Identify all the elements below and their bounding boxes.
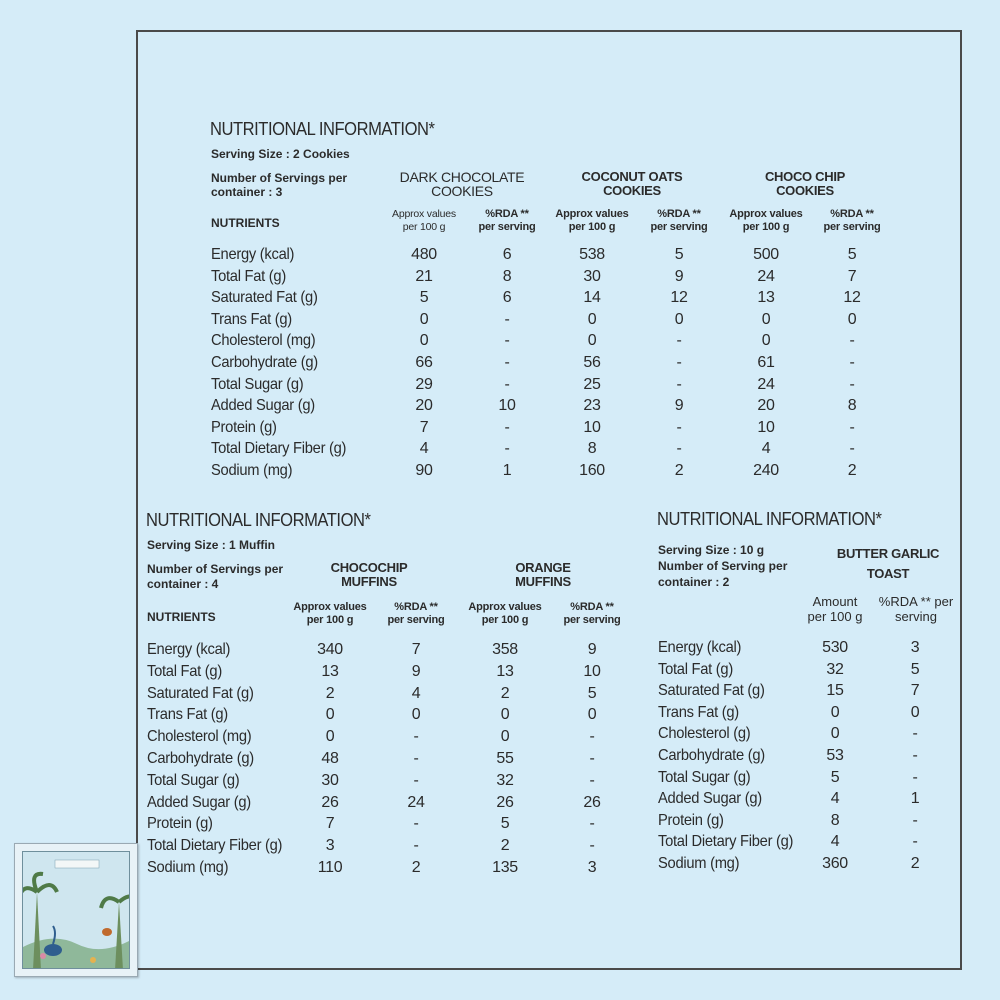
nutrient-value: -	[849, 440, 855, 458]
nutrient-value: 4	[761, 440, 771, 458]
nutrient-value: 135	[492, 859, 518, 876]
table-row	[658, 639, 958, 659]
nutrient-label: Protein (g)	[658, 811, 724, 829]
cookies-product-line2: COOKIES	[603, 183, 661, 198]
nutrient-label: Sodium (mg)	[658, 855, 740, 872]
muffin-product-line1: ORANGE	[515, 560, 571, 575]
nutrient-label: Saturated Fat (g)	[147, 684, 254, 702]
nutrient-value: 0	[500, 728, 510, 746]
nutrient-value: 90	[415, 462, 433, 479]
nutrient-value: 25	[583, 375, 601, 393]
muffin-product-name	[294, 561, 444, 589]
table-row	[211, 440, 911, 460]
nutrient-label: Saturated Fat (g)	[211, 289, 318, 307]
nutrient-value: 358	[492, 641, 518, 658]
nutrient-value: 53	[826, 747, 844, 764]
table-row	[147, 685, 647, 705]
nutrient-value: 13	[496, 662, 514, 680]
nutrient-label: Protein (g)	[147, 815, 213, 833]
muffin-product-line2: MUFFINS	[515, 574, 571, 589]
nutrient-value: 530	[822, 639, 848, 656]
nutrient-value: -	[912, 833, 918, 851]
nutrient-value: 9	[674, 267, 684, 285]
muffin-product-line1: CHOCOCHIP	[330, 560, 408, 575]
cookies-title: NUTRITIONAL INFORMATION*	[210, 119, 435, 139]
nutrient-value: 30	[321, 771, 339, 789]
cookies-approx-header-line2: per 100 g	[742, 221, 790, 233]
nutrient-value: 3	[587, 859, 597, 876]
nutrient-value: 3	[325, 837, 335, 855]
table-row	[147, 859, 647, 879]
nutrient-value: -	[504, 418, 510, 436]
nutrient-value: 4	[411, 684, 421, 702]
table-row	[658, 812, 958, 832]
muffin-product-line2: MUFFINS	[341, 574, 397, 589]
cookies-approx-header-line2: per 100 g	[402, 221, 446, 233]
nutrient-value: -	[504, 354, 510, 371]
nutrient-value: 7	[411, 641, 421, 658]
nutrient-value: 2	[910, 855, 920, 872]
table-row	[147, 728, 647, 748]
nutrient-value: 0	[325, 728, 335, 746]
nutrient-value: 56	[583, 354, 601, 371]
table-row	[211, 462, 911, 482]
toast-rda-header	[874, 594, 958, 624]
nutrient-value: -	[413, 815, 419, 833]
nutrient-value: -	[849, 375, 855, 393]
nutrient-value: 8	[847, 397, 857, 415]
cookies-approx-header-line1: Approx values	[392, 208, 456, 220]
nutrient-value: 0	[910, 703, 920, 721]
table-row	[147, 706, 647, 726]
nutrient-label: Trans Fat (g)	[147, 706, 228, 724]
nutrient-value: 0	[761, 332, 771, 350]
muffin-product-name	[468, 561, 618, 589]
cookies-approx-header-line1: Approx values	[729, 208, 803, 220]
cookies-product-line1: CHOCO CHIP	[764, 169, 846, 184]
toast-amount-header	[796, 594, 874, 624]
nutrient-label: Total Fat (g)	[211, 267, 286, 285]
muffin-rda-header	[376, 601, 456, 627]
muffin-rda-header-line2: per serving	[563, 614, 621, 626]
nutrient-label: Carbohydrate (g)	[658, 747, 765, 764]
cookies-rda-header-line2: per serving	[823, 221, 881, 233]
nutrient-value: 6	[502, 289, 512, 307]
nutrient-label: Cholesterol (mg)	[211, 332, 316, 350]
muffin-servings-line1: Number of Servings per	[147, 562, 284, 576]
nutrient-label: Carbohydrate (g)	[147, 750, 254, 767]
nutrient-value: 5	[674, 246, 684, 263]
toast-amount-header-line1: Amount	[812, 594, 858, 609]
cookies-rda-header-line2: per serving	[478, 221, 536, 233]
table-row	[147, 750, 647, 770]
cookies-approx-header-line2: per 100 g	[568, 221, 616, 233]
nutrient-label: Added Sugar (g)	[147, 793, 251, 811]
nutrient-value: 4	[419, 440, 429, 458]
toast-rda-header-line2: serving	[895, 609, 937, 624]
nutrient-value: 0	[761, 310, 771, 328]
nutrient-label: Total Sugar (g)	[147, 771, 240, 789]
nutrient-value: 20	[757, 397, 775, 415]
nutrient-value: 0	[587, 332, 597, 350]
nutrient-label: Trans Fat (g)	[211, 310, 292, 328]
nutrient-label: Sodium (mg)	[211, 462, 293, 479]
nutrient-value: 0	[411, 706, 421, 724]
nutrient-value: 32	[496, 771, 514, 789]
nutrient-value: 9	[587, 641, 597, 658]
muffin-rda-header-line1: %RDA **	[394, 601, 438, 613]
nutrient-value: 10	[583, 418, 601, 436]
table-row	[211, 268, 911, 288]
nutrient-value: 15	[826, 682, 844, 700]
nutrient-value: -	[589, 750, 595, 767]
thumbnail-artwork	[22, 851, 130, 969]
table-row	[147, 815, 647, 835]
nutrient-value: 1	[502, 462, 512, 479]
nutrient-value: -	[849, 418, 855, 436]
table-row	[658, 704, 958, 724]
nutrient-value: 12	[843, 289, 861, 307]
table-row	[211, 419, 911, 439]
nutrient-label: Sodium (mg)	[147, 859, 229, 876]
nutrient-value: 13	[321, 662, 339, 680]
cookies-nutrients-header: NUTRIENTS	[211, 216, 280, 230]
nutrient-value: 26	[321, 793, 339, 811]
nutrient-value: 14	[583, 289, 601, 307]
nutrient-value: 30	[583, 267, 601, 285]
cookies-servings-line1: Number of Servings per	[211, 171, 348, 185]
nutrient-value: -	[676, 440, 682, 458]
nutrient-value: 500	[753, 246, 779, 263]
nutrient-value: 110	[317, 859, 343, 876]
nutrient-value: 21	[415, 267, 433, 285]
nutrient-value: 48	[321, 750, 339, 767]
nutrient-label: Carbohydrate (g)	[211, 354, 318, 371]
nutrient-value: -	[912, 725, 918, 743]
nutrient-value: 5	[830, 768, 840, 786]
nutrient-value: -	[912, 747, 918, 764]
nutrient-value: 5	[419, 289, 429, 307]
nutrient-label: Cholesterol (g)	[658, 725, 751, 743]
nutrient-value: 0	[325, 706, 335, 724]
nutrient-value: 10	[498, 397, 516, 415]
table-row	[658, 855, 958, 875]
nutrient-value: 360	[822, 855, 848, 872]
nutrient-label: Protein (g)	[211, 418, 277, 436]
nutrient-value: 6	[502, 246, 512, 263]
nutrient-value: -	[589, 837, 595, 855]
nutrient-value: -	[504, 440, 510, 458]
cookies-rda-header	[467, 208, 547, 234]
table-row	[658, 682, 958, 702]
cookies-rda-header	[812, 208, 892, 234]
table-row	[658, 725, 958, 745]
table-row	[211, 289, 911, 309]
cookies-serving-size: Serving Size : 2 Cookies	[211, 147, 350, 161]
table-row	[211, 397, 911, 417]
nutrient-label: Total Sugar (g)	[211, 375, 304, 393]
nutrient-value: 9	[411, 662, 421, 680]
nutrient-value: 55	[496, 750, 514, 767]
cookies-rda-header-line1: %RDA **	[830, 208, 874, 220]
nutrient-value: 2	[847, 462, 857, 479]
muffin-servings-line2: container : 4	[147, 577, 219, 591]
nutrient-label: Total Fat (g)	[658, 660, 733, 678]
nutrient-value: -	[912, 811, 918, 829]
muffin-approx-header-line2: per 100 g	[306, 614, 354, 626]
table-row	[658, 833, 958, 853]
nutrient-value: -	[413, 728, 419, 746]
nutrient-value: 2	[325, 684, 335, 702]
nutrient-value: -	[676, 354, 682, 371]
toast-amount-header-line2: per 100 g	[807, 609, 863, 624]
nutrient-label: Energy (kcal)	[147, 641, 231, 658]
toast-rda-header-line1: %RDA ** per	[878, 594, 954, 609]
muffin-rda-header	[552, 601, 632, 627]
nutrient-label: Trans Fat (g)	[658, 703, 739, 721]
nutrient-value: 0	[830, 703, 840, 721]
nutrient-label: Energy (kcal)	[658, 639, 742, 656]
nutrient-value: -	[589, 815, 595, 833]
nutrient-value: 32	[826, 660, 844, 678]
cookies-rda-header-line1: %RDA **	[485, 208, 529, 220]
nutrient-value: 2	[674, 462, 684, 479]
nutrient-value: 5	[847, 246, 857, 263]
table-row	[211, 376, 911, 396]
nutrient-value: 0	[587, 310, 597, 328]
nutrient-value: -	[676, 332, 682, 350]
nutrient-value: -	[849, 354, 855, 371]
table-row	[658, 769, 958, 789]
muffin-rda-header-line1: %RDA **	[570, 601, 614, 613]
nutrient-label: Saturated Fat (g)	[658, 682, 765, 700]
muffin-serving-size: Serving Size : 1 Muffin	[147, 538, 276, 552]
muffin-approx-header-line1: Approx values	[468, 601, 542, 613]
nutrient-value: -	[504, 332, 510, 350]
nutrient-value: 23	[583, 397, 601, 415]
toast-title: NUTRITIONAL INFORMATION*	[657, 509, 882, 529]
nutrient-value: 0	[500, 706, 510, 724]
toast-servings-line1: Number of Serving per	[658, 559, 788, 573]
nutrient-value: 2	[500, 684, 510, 702]
nutrient-value: 24	[757, 267, 775, 285]
nutrient-value: -	[413, 837, 419, 855]
nutrient-value: 0	[830, 725, 840, 743]
muffin-title: NUTRITIONAL INFORMATION*	[146, 510, 371, 530]
nutrient-value: 7	[325, 815, 335, 833]
muffin-approx-header	[285, 601, 375, 627]
muffin-approx-header-line1: Approx values	[293, 601, 367, 613]
nutrient-value: 480	[411, 246, 437, 263]
nutrient-value: 160	[579, 462, 605, 479]
nutrient-value: 66	[415, 354, 433, 371]
nutrient-value: 8	[587, 440, 597, 458]
nutrient-value: 2	[500, 837, 510, 855]
cookies-product-name	[377, 170, 547, 198]
toast-serving-size: Serving Size : 10 g	[658, 543, 765, 557]
nutrient-value: -	[589, 771, 595, 789]
nutrient-label: Total Dietary Fiber (g)	[211, 440, 347, 458]
nutrient-value: 13	[757, 289, 775, 307]
cookies-approx-header	[721, 208, 811, 234]
nutrient-value: 26	[583, 793, 601, 811]
cookies-rda-header-line1: %RDA **	[657, 208, 701, 220]
nutrient-label: Cholesterol (mg)	[147, 728, 252, 746]
cookies-product-line1: COCONUT OATS	[581, 169, 683, 184]
nutrient-value: -	[912, 768, 918, 786]
nutrient-value: 10	[583, 662, 601, 680]
cookies-approx-header	[379, 208, 469, 234]
toast-product-line1: BUTTER GARLIC	[836, 546, 940, 561]
nutrient-value: 61	[757, 354, 775, 371]
muffin-nutrients-header: NUTRIENTS	[147, 610, 216, 624]
table-row	[658, 747, 958, 767]
cookies-rda-header-line2: per serving	[650, 221, 708, 233]
nutrient-value: -	[413, 771, 419, 789]
nutrient-value: 29	[415, 375, 433, 393]
cookies-approx-header-line1: Approx values	[555, 208, 629, 220]
product-box-thumbnail-icon	[14, 843, 138, 977]
table-row	[658, 790, 958, 810]
nutrient-value: 538	[579, 246, 605, 263]
nutrient-value: -	[676, 375, 682, 393]
nutrient-label: Total Sugar (g)	[658, 768, 751, 786]
toast-servings-line2: container : 2	[658, 575, 730, 589]
nutrient-value: 24	[407, 793, 425, 811]
nutrient-value: 0	[419, 310, 429, 328]
nutrient-label: Total Fat (g)	[147, 662, 222, 680]
nutrient-value: 0	[847, 310, 857, 328]
nutrient-value: 5	[500, 815, 510, 833]
toast-product-name	[818, 544, 958, 584]
toast-product-line2: TOAST	[866, 566, 910, 581]
thumbnail-illustration-icon	[23, 852, 130, 969]
nutrient-value: 12	[670, 289, 688, 307]
cookies-approx-header	[547, 208, 637, 234]
cookies-product-name	[547, 170, 717, 198]
table-row	[211, 311, 911, 331]
nutrient-value: 10	[757, 418, 775, 436]
muffin-approx-header-line2: per 100 g	[481, 614, 529, 626]
nutrient-label: Added Sugar (g)	[211, 397, 315, 415]
nutrient-value: 9	[674, 397, 684, 415]
nutrient-value: 5	[910, 660, 920, 678]
nutrient-value: 8	[830, 811, 840, 829]
muffin-approx-header	[460, 601, 550, 627]
table-row	[147, 772, 647, 792]
nutrient-value: -	[504, 310, 510, 328]
cookies-product-line1: DARK CHOCOLATE	[399, 169, 525, 185]
table-row	[147, 663, 647, 683]
cookies-product-name	[720, 170, 890, 198]
nutrient-value: 4	[830, 833, 840, 851]
cookies-product-line2: COOKIES	[776, 183, 834, 198]
nutrient-value: 8	[502, 267, 512, 285]
table-row	[211, 246, 911, 266]
nutrient-value: 340	[317, 641, 343, 658]
nutrient-value: 0	[674, 310, 684, 328]
nutrient-value: 26	[496, 793, 514, 811]
nutrient-value: -	[413, 750, 419, 767]
table-row	[147, 794, 647, 814]
cookies-rda-header	[639, 208, 719, 234]
table-row	[211, 332, 911, 352]
nutrient-label: Total Dietary Fiber (g)	[147, 837, 283, 855]
nutrient-value: 1	[910, 790, 920, 808]
nutrient-value: 20	[415, 397, 433, 415]
nutrient-value: 7	[419, 418, 429, 436]
nutrient-value: -	[504, 375, 510, 393]
muffin-rda-header-line2: per serving	[387, 614, 445, 626]
nutrient-value: 24	[757, 375, 775, 393]
nutrient-value: 0	[587, 706, 597, 724]
nutrient-value: 7	[910, 682, 920, 700]
cookies-product-line2: COOKIES	[431, 183, 493, 199]
nutrient-value: 7	[847, 267, 857, 285]
cookies-servings-line2: container : 3	[211, 185, 283, 199]
nutrient-label: Energy (kcal)	[211, 246, 295, 263]
table-row	[147, 641, 647, 661]
nutrient-value: -	[589, 728, 595, 746]
nutrient-label: Added Sugar (g)	[658, 790, 762, 808]
nutrient-value: 3	[910, 639, 920, 656]
nutrient-value: 0	[419, 332, 429, 350]
nutrient-value: 2	[411, 859, 421, 876]
nutrient-value: 4	[830, 790, 840, 808]
table-row	[147, 837, 647, 857]
nutrient-value: 5	[587, 684, 597, 702]
nutrient-label: Total Dietary Fiber (g)	[658, 833, 794, 851]
nutrient-value: -	[676, 418, 682, 436]
table-row	[658, 661, 958, 681]
nutrient-value: 240	[753, 462, 779, 479]
nutrient-value: -	[849, 332, 855, 350]
table-row	[211, 354, 911, 374]
